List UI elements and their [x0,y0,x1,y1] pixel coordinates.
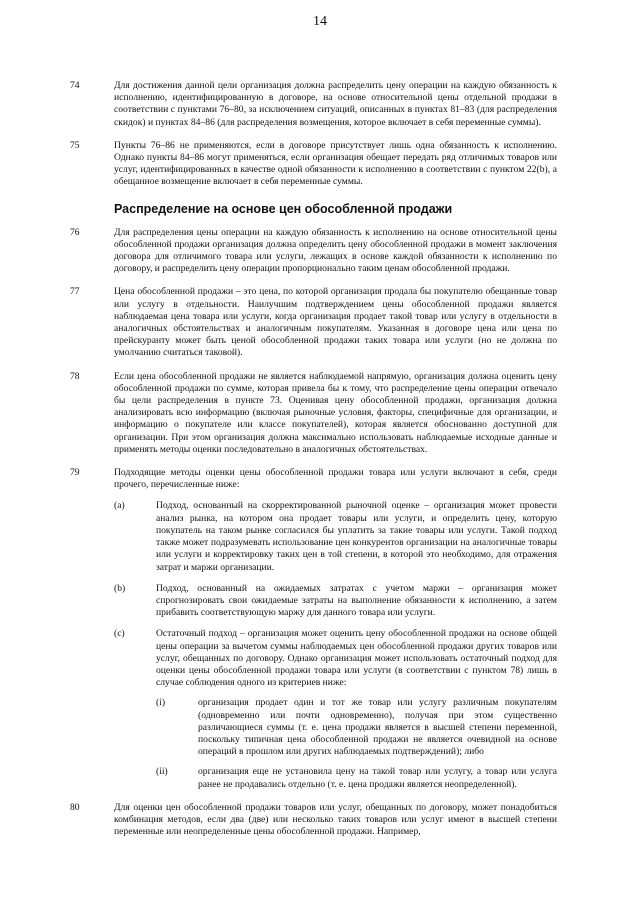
paragraph-number: 79 [70,467,80,479]
sub-item-label: (ii) [156,766,168,778]
sub-item-ii [156,766,557,790]
sub-item-text: организация продает один и тот же товар или услугу различным покупателям (одновременно или почти одновременно), получая при этом существенно различающиеся суммы (т. е. цена продажи является в высшей степени переменной, поскольку типичная цена обособленной продажи не является очевидной на основе операций в прошлом или других наблюдаемых подтверждений); либо [198,697,557,758]
list-item-a [114,500,557,573]
paragraph-77 [70,286,557,359]
list-item-c [114,628,557,790]
paragraph-text: Для достижения данной цели организация должна распределить цену операции на каждую обязанность к исполнению, идентифицированную в договоре, на основе относительной цены отдельной продажи в соответствии с пунктами 76–80, за исключением ситуаций, описанных в пунктах 81–83 (для распределения скидок) и пунктах 84–86 (для распределения возмещения, которое включает в себя переменные суммы). [114,80,557,128]
section-heading: Распределение на основе цен обособленной продажи [114,201,453,216]
sub-item-text: организация еще не установила цену на такой товар или услугу, а товар или услуга ранее не продавались отдельно (т. е. цена продажи является неопределенной). [198,766,557,790]
list-item-b [114,583,557,620]
sub-item-label: (i) [156,697,166,709]
paragraph-78 [70,371,557,456]
paragraph-text: Пункты 76–86 не применяются, если в договоре присутствует лишь одна обязанность к исполнению. Однако пункты 84–86 могут применяться, если организация обещает передать ряд отличимых товаров или услуг, идентифицированных в качестве одной обязанности к исполнению в соответствии с пунктом 22(b), а обещанное возмещение включает в себя переменные суммы. [114,139,557,188]
paragraph-number: 77 [70,286,80,298]
page-number: 14 [313,14,327,29]
paragraph-text: Если цена обособленной продажи не является наблюдаемой напрямую, организация должна оценить цену обособленной продажи по сумме, которая привела бы к тому, что распределение цены операции отвечало бы цели распределения в пункте 73. Оценивая цену обособленной продажи, организация должна анализировать всю информацию (включая рыночные условия, факторы, специфичные для организации, и информацию о покупателе или классе покупателей), которая является обоснованно доступной для организации. При этом организация должна максимально использовать наблюдаемые исходные данные и применять методы оценки последовательно в аналогичных обстоятельствах. [114,370,557,455]
paragraph-number: 80 [70,801,80,813]
list-item-label: (c) [114,628,125,640]
list-item-label: (a) [114,500,125,512]
paragraph-number: 78 [70,370,80,382]
paragraph-75 [70,140,557,189]
paragraph-74 [70,80,557,129]
document-body [70,80,557,838]
paragraph-80 [70,802,557,839]
list-item-label: (b) [114,582,126,594]
paragraph-76 [70,227,557,276]
list-item-text: Остаточный подход – организация может оценить цену обособленной продажи на основе общей цены операции за вычетом суммы наблюдаемых цен обособленной продажи других товаров или услуг, обещанных по договору. Однако организация может использовать остаточный подход для оценки цены обособленной продажи товара или услуги (в соответствии с пунктом 78) лишь в случае соблюдения одного из критериев ниже: [156,628,557,689]
paragraph-number: 74 [70,80,80,91]
paragraph-text: Для оценки цен обособленной продажи товаров или услуг, обещанных по договору, может понадобиться комбинация методов, если два (две) или несколько таких товаров или услуг имеют в высшей степени переменные или неопределенные цены обособленной продажи. Например, [114,801,557,838]
list-item-text: Подход, основанный на ожидаемых затратах с учетом маржи – организация может спрогнозировать свои ожидаемые затраты на выполнение обязанности к исполнению, а затем прибавить соответствующую маржу для данного товара или услуги. [156,582,557,619]
list-item-text: Подход, основанный на скорректированной рыночной оценке – организация может провести анализ рынка, на котором она продает товары или услуги, и определить цену, которую покупатель на таком рынке согласился бы уплатить за такие товары или услуги. Такой подход также может подразумевать использование цен конкурентов организации на аналогичные товары или услуги и корректировку таких цен в той степени, в которой это необходимо, для отражения затрат и маржи организации. [156,500,557,573]
paragraph-text: Подходящие методы оценки цены обособленной продажи товара или услуги включают в себя, среди прочего, перечисленные ниже: [114,467,557,491]
sub-item-i [156,697,557,758]
paragraph-79 [70,467,557,791]
paragraph-number: 75 [70,139,80,151]
paragraph-number: 76 [70,226,80,238]
paragraph-text: Цена обособленной продажи – это цена, по которой организация продала бы покупателю обещанные товар или услугу в отдельности. Наилучшим подтверждением цены обособленной продажи является наблюдаемая цена товара или услуги, когда организация продает такой товар или услугу в отдельности в аналогичных обстоятельствах и аналогичным покупателям. Указанная в договоре цена или цена по прейскуранту может быть ценой обособленной продажи таких товара или услуги (но не должна по умолчанию считаться таковой). [114,286,557,359]
paragraph-text: Для распределения цены операции на каждую обязанность к исполнению на основе относительной цены обособленной продажи организация должна определить цену обособленной продажи в момент заключения договора для отличимого товара или услуги, лежащих в основе каждой обязанности к исполнению по договору, и распределить цену операции пропорционально таким ценам обособленной продажи. [114,226,557,275]
